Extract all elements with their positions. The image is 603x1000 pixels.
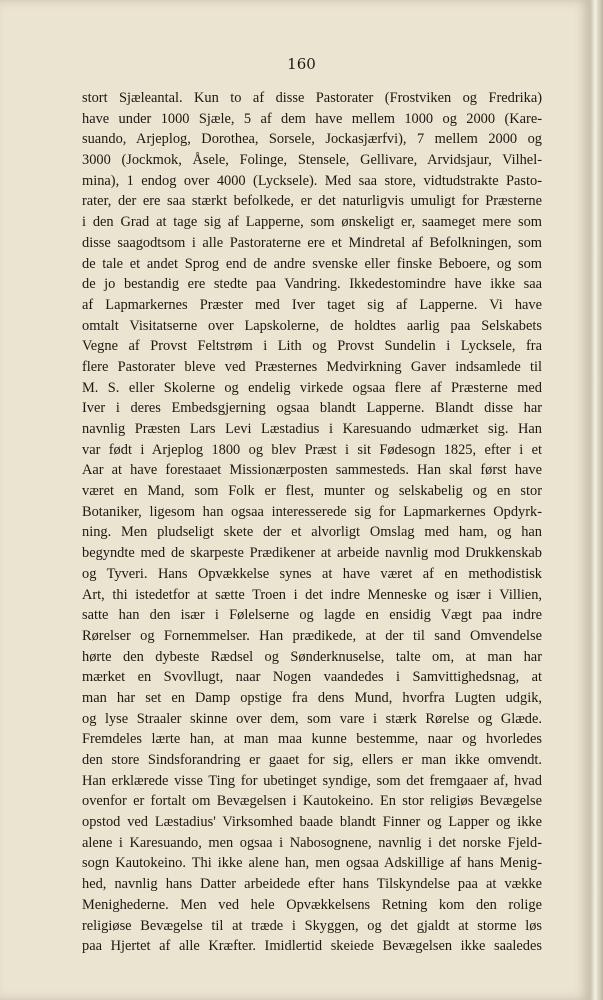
- body-text: [82, 88, 542, 957]
- text-line: og Tyveri. Hans Opvækkelse synes at have været af en methodistisk: [82, 565, 542, 582]
- text-line: Botaniker, ligesom han ogsaa interesserede sig for Lapmarkernes Opdyrk-: [82, 503, 542, 520]
- text-line: religiøse Bevægelse til at træde i Skyggen, og det gjaldt at storme løs: [82, 917, 542, 934]
- text-line: ovenfor er fortalt om Bevægelsen i Kautokeino. En stor religiøs Bevægelse: [82, 793, 542, 810]
- text-line: begyndte med de skarpeste Prædikener at arbeide navnlig mod Drukkenskab: [82, 545, 542, 562]
- text-line: 3000 (Jockmok, Åsele, Folinge, Stensele, Gellivare, Arvidsjaur, Vilhel-: [82, 152, 542, 169]
- text-line: Rørelser og Fornemmelser. Han prædikede, at der til sand Omvendelse: [82, 627, 542, 644]
- text-line: hørte den dybeste Rædsel og Sønderknuselse, talte om, at man har: [82, 648, 542, 665]
- text-line: Vegne af Provst Feltstrøm i Lith og Provst Sundelin i Lycksele, fra: [82, 338, 542, 355]
- text-line: var født i Arjeplog 1800 og blev Præst i sit Fødesogn 1825, efter i et: [82, 441, 542, 458]
- text-line: omtalt Visitatserne over Lapskolerne, de holdtes aarlig paa Selskabets: [82, 317, 542, 334]
- text-line: Iver i deres Embedsgjerning ogsaa blandt Lapperne. Blandt disse har: [82, 400, 542, 417]
- text-line: satte han den især i Følelserne og lagde en ensidig Vægt paa indre: [82, 607, 542, 624]
- text-line: disse saagodtsom i alle Pastoraterne ere et Mindretal af Befolkningen, som: [82, 234, 542, 251]
- text-line: man har set en Damp opstige fra dens Mund, hvorfra Lugten udgik,: [82, 689, 542, 706]
- page-edge: [590, 0, 603, 1000]
- text-line: Aar at have forestaaet Missionærposten sammesteds. Han skal først have: [82, 462, 542, 479]
- text-line: rater, der ere saa stærkt befolkede, er det naturligvis umuligt for Præsterne: [82, 193, 542, 210]
- text-line: af Lapmarkernes Præster med Iver taget sig af Lapperne. Vi have: [82, 296, 542, 313]
- text-line: stort Sjæleantal. Kun to af disse Pastorater (Frostviken og Fredrika): [82, 90, 542, 106]
- page-number: 160: [287, 55, 316, 73]
- text-line: sogn Kautokeino. Thi ikke alene han, men ogsaa Adskillige af hans Menig-: [82, 855, 542, 872]
- text-line: M. S. eller Skolerne og endelig virkede ogsaa flere af Præsterne med: [82, 379, 542, 396]
- text-line: Menighederne. Men ved hele Opvækkelsens Retning kom den rolige: [82, 896, 542, 913]
- text-line: mærket en Svovllugt, naar Nogen vaandedes i Samvittighedsnag, at: [82, 669, 542, 686]
- text-line: og lyse Straaler skinne over dem, som vare i stærk Rørelse og Glæde.: [82, 710, 542, 727]
- text-line: hed, navnlig hans Datter arbeidede efter hans Tilskyndelse paa at vække: [82, 876, 542, 893]
- text-line: de jo bestandig ere stedte paa Vandring. Ikkedestomindre have ikke saa: [82, 276, 542, 293]
- text-line: været en Mand, som Folk er flest, munter og selskabelig og en stor: [82, 483, 542, 500]
- text-line: suando, Arjeplog, Dorothea, Sorsele, Jockasjærfvi), 7 mellem 2000 og: [82, 131, 542, 148]
- text-line: i den Grad at tage sig af Lapperne, som ønskeligt er, saameget mere som: [82, 214, 542, 231]
- text-line: flere Pastorater bleve ved Præsternes Medvirkning Gaver indsamlede til: [82, 358, 542, 375]
- text-line: de tale et andet Sprog end de andre svenske eller finske Beboere, og som: [82, 255, 542, 272]
- text-line: mina), 1 endog over 4000 (Lycksele). Med saa store, vidtudstrakte Pasto-: [82, 172, 542, 189]
- text-line: Fremdeles lærte han, at man maa kunne bestemme, naar og hvorledes: [82, 731, 542, 748]
- text-line: Art, thi istedetfor at sætte Troen i det indre Menneske og især i Villien,: [82, 586, 542, 603]
- text-line: paa Hjertet af alle Kræfter. Imidlertid skeiede Bevægelsen ikke saaledes: [82, 938, 542, 955]
- text-line: den store Sindsforandring er gaaet for sig, ellers er man ikke omvendt.: [82, 752, 542, 768]
- text-line: alene i Karesuando, men ogsaa i Nabosognene, navnlig i det norske Fjeld-: [82, 834, 542, 851]
- text-line: navnlig Præsten Lars Levi Læstadius i Karesuando udmærket sig. Han: [82, 421, 542, 437]
- text-line: ning. Men pludseligt skete der et alvorligt Omslag med ham, og han: [82, 524, 542, 541]
- text-line: opstod ved Læstadius' Virksomhed baade blandt Finner og Lapper og ikke: [82, 814, 542, 831]
- text-line: have under 1000 Sjæle, 5 af dem have mellem 1000 og 2000 (Kare-: [82, 110, 542, 127]
- text-line: Han erklærede visse Ting for ubetinget syndige, som det fremgaaer af, hvad: [82, 772, 542, 789]
